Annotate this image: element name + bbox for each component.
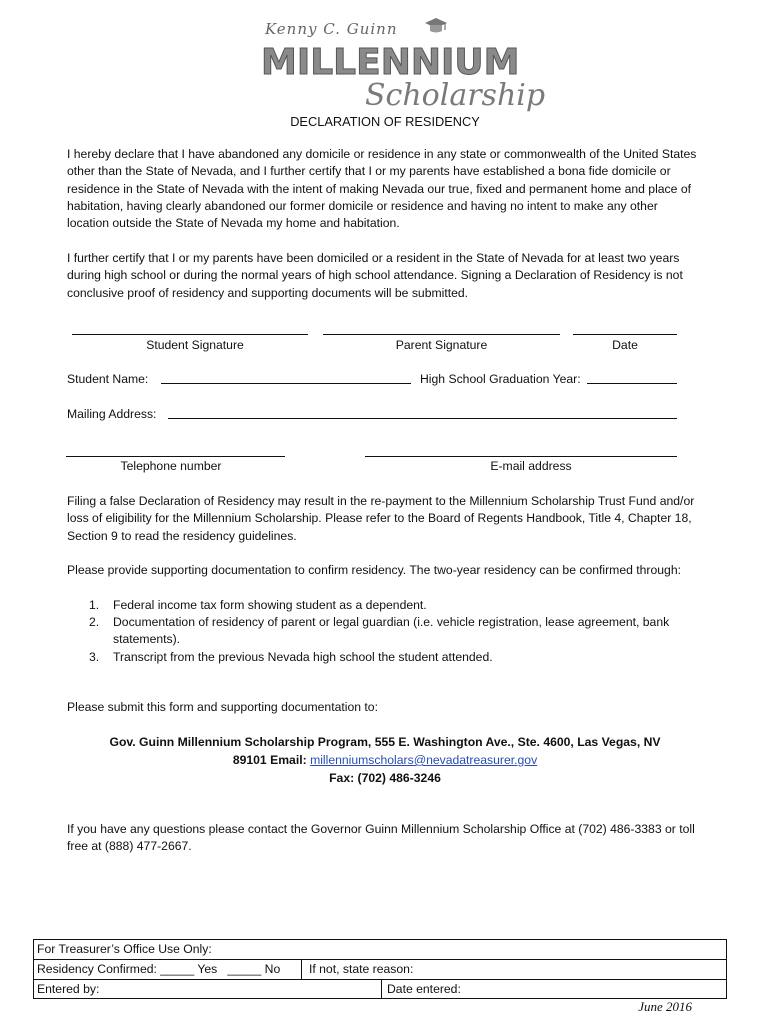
documentation-list: 1. Federal income tax form showing student as a dependent. 2. Documentation of residency of parent or legal guardian (i.e. vehicle registration, lease agreement, bank statements). 3. Transcript from the previous Nevada high school the student attended.	[89, 598, 670, 664]
false-declaration-paragraph: Filing a false Declaration of Residency may result in the re-payment to the Millennium Scholarship Trust Fund and/or loss of eligibility for the Millennium Scholarship. Please refer to the Board of Regents Handbook, Title 4, Chapter 18, Section 9 to read the residency guidelines.	[67, 494, 695, 543]
zip-email-label: 89101 Email:	[232, 753, 311, 767]
graduation-cap-icon	[423, 16, 449, 36]
office-use-header: For Treasurer’s Office Use Only:	[37, 942, 212, 956]
table-row	[34, 940, 726, 960]
table-row	[34, 960, 726, 980]
email-field[interactable]	[365, 456, 677, 457]
student-signature-line[interactable]	[72, 334, 308, 335]
office-use-table	[33, 939, 727, 999]
parent-signature-line[interactable]	[323, 334, 560, 335]
program-address: Gov. Guinn Millennium Scholarship Program, 555 E. Washington Ave., Ste. 4600, Las Vegas, NV	[109, 735, 661, 749]
residency-confirmed-field[interactable]: Residency Confirmed: _____ Yes _____ No	[37, 962, 281, 976]
contact-paragraph: If you have any questions please contact the Governor Guinn Millennium Scholarship Office at (702) 486-3383 or toll free at (888) 477-2667.	[67, 822, 695, 854]
grad-year-field[interactable]	[587, 383, 677, 384]
date-entered-field[interactable]: Date entered:	[387, 982, 461, 996]
telephone-label: Telephone number	[120, 459, 222, 473]
logo-wordmark: MILLENNIUM	[261, 42, 520, 83]
mailing-address-field[interactable]	[168, 418, 677, 419]
millennium-scholarship-logo	[255, 16, 546, 113]
logo-script: Scholarship	[365, 78, 546, 113]
revision-date: June 2016	[638, 999, 692, 1014]
certification-paragraph: I further certify that I or my parents have been domiciled or a resident in the State of Nevada for at least two years during high school or during the normal years of high school attendance. Signing a Declaration of Residency is not conclusive proof of residency and supporting documents will be submitted.	[67, 251, 683, 300]
student-signature-label: Student Signature	[146, 338, 244, 352]
declaration-paragraph: I hereby declare that I have abandoned any domicile or residence in any state or commonwealth of the United States other than the State of Nevada, and I further certify that I or my parents have established a bona fide domicile or residence in the State of Nevada with the intent of making Nevada our true, fixed and permanent home and place of habitation, having clearly abandoned our former domicile or residence and having no intent to make any other location outside the State of Nevada my home and habitation.	[67, 147, 697, 231]
date-label: Date	[612, 338, 638, 352]
mailing-address-label: Mailing Address:	[67, 407, 157, 421]
date-line[interactable]	[573, 334, 677, 335]
logo-signature: Kenny C. Guinn	[265, 20, 398, 38]
grad-year-label: High School Graduation Year:	[420, 372, 581, 386]
student-name-label: Student Name:	[67, 372, 149, 386]
parent-signature-label: Parent Signature	[395, 338, 488, 352]
program-email-link[interactable]: millenniumscholars@nevadatreasurer.gov	[310, 753, 538, 767]
email-label: E-mail address	[490, 459, 572, 473]
table-row	[34, 980, 726, 999]
reason-field[interactable]: If not, state reason:	[309, 962, 414, 976]
submit-instruction: Please submit this form and supporting documentation to:	[67, 700, 378, 714]
table-divider	[301, 960, 302, 980]
program-email-line	[0, 753, 770, 767]
telephone-field[interactable]	[66, 456, 285, 457]
page-title: DECLARATION OF RESIDENCY	[290, 114, 480, 129]
entered-by-field[interactable]: Entered by:	[37, 982, 100, 996]
program-fax: Fax: (702) 486-3246	[329, 771, 441, 785]
student-name-field[interactable]	[161, 383, 411, 384]
supporting-docs-paragraph: Please provide supporting documentation to confirm residency. The two-year residency can be confirmed through:	[67, 563, 681, 577]
table-divider	[381, 980, 382, 999]
